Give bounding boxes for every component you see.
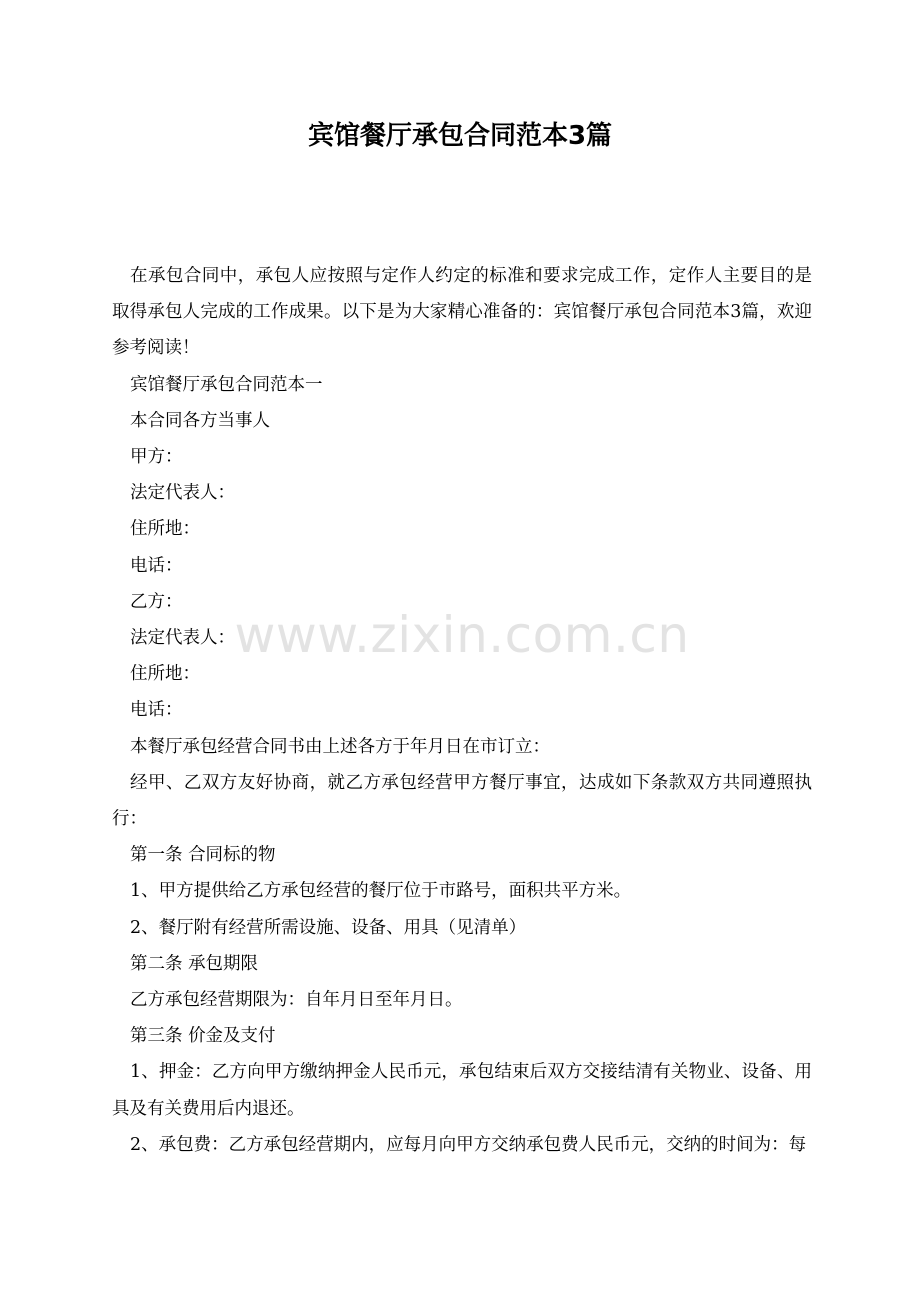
party-a-label: 甲方： — [130, 447, 183, 468]
paragraph: 本餐厅承包经营合同书由上述各方于年月日在市订立： — [130, 736, 550, 757]
clause: 2、承包费：乙方承包经营期内，应每月向甲方交纳承包费人民币元，交纳的时间为：每 — [130, 1134, 807, 1155]
party-a-phone-label: 电话： — [130, 555, 183, 576]
article-heading: 第三条 价金及支付 — [130, 1026, 276, 1047]
clause: 2、餐厅附有经营所需设施、设备、用具（见清单） — [130, 917, 527, 938]
party-b-label: 乙方： — [130, 591, 183, 612]
document-body — [112, 258, 812, 1163]
article-heading: 第二条 承包期限 — [130, 953, 259, 974]
article-heading: 第一条 合同标的物 — [130, 845, 276, 866]
paragraph: 本合同各方当事人 — [130, 410, 270, 431]
party-b-representative-label: 法定代表人： — [130, 628, 235, 649]
party-b-address-label: 住所地： — [130, 664, 200, 685]
document-title: 宾馆餐厅承包合同范本3篇 — [307, 121, 613, 151]
intro-paragraph: 在承包合同中，承包人应按照与定作人约定的标准和要求完成工作，定作人主要目的是取得承包人完成的工作成果。以下是为大家精心准备的：宾馆餐厅承包合同范本3篇，欢迎参考阅读！ — [112, 266, 812, 359]
party-b-phone-label: 电话： — [130, 700, 183, 721]
paragraph: 经甲、乙双方友好协商，就乙方承包经营甲方餐厅事宜，达成如下条款双方共同遵照执行： — [112, 772, 812, 830]
clause: 乙方承包经营期限为：自年月日至年月日。 — [130, 990, 463, 1011]
watermark: www.zixin.com.cn — [234, 606, 690, 664]
party-a-representative-label: 法定代表人： — [130, 483, 235, 504]
section-heading: 宾馆餐厅承包合同范本一 — [130, 374, 323, 395]
clause: 1、押金：乙方向甲方缴纳押金人民币元，承包结束后双方交接结清有关物业、设备、用具及有关费用后内退还。 — [112, 1062, 812, 1119]
party-a-address-label: 住所地： — [130, 519, 200, 540]
clause: 1、甲方提供给乙方承包经营的餐厅位于市路号，面积共平方米。 — [130, 881, 632, 902]
